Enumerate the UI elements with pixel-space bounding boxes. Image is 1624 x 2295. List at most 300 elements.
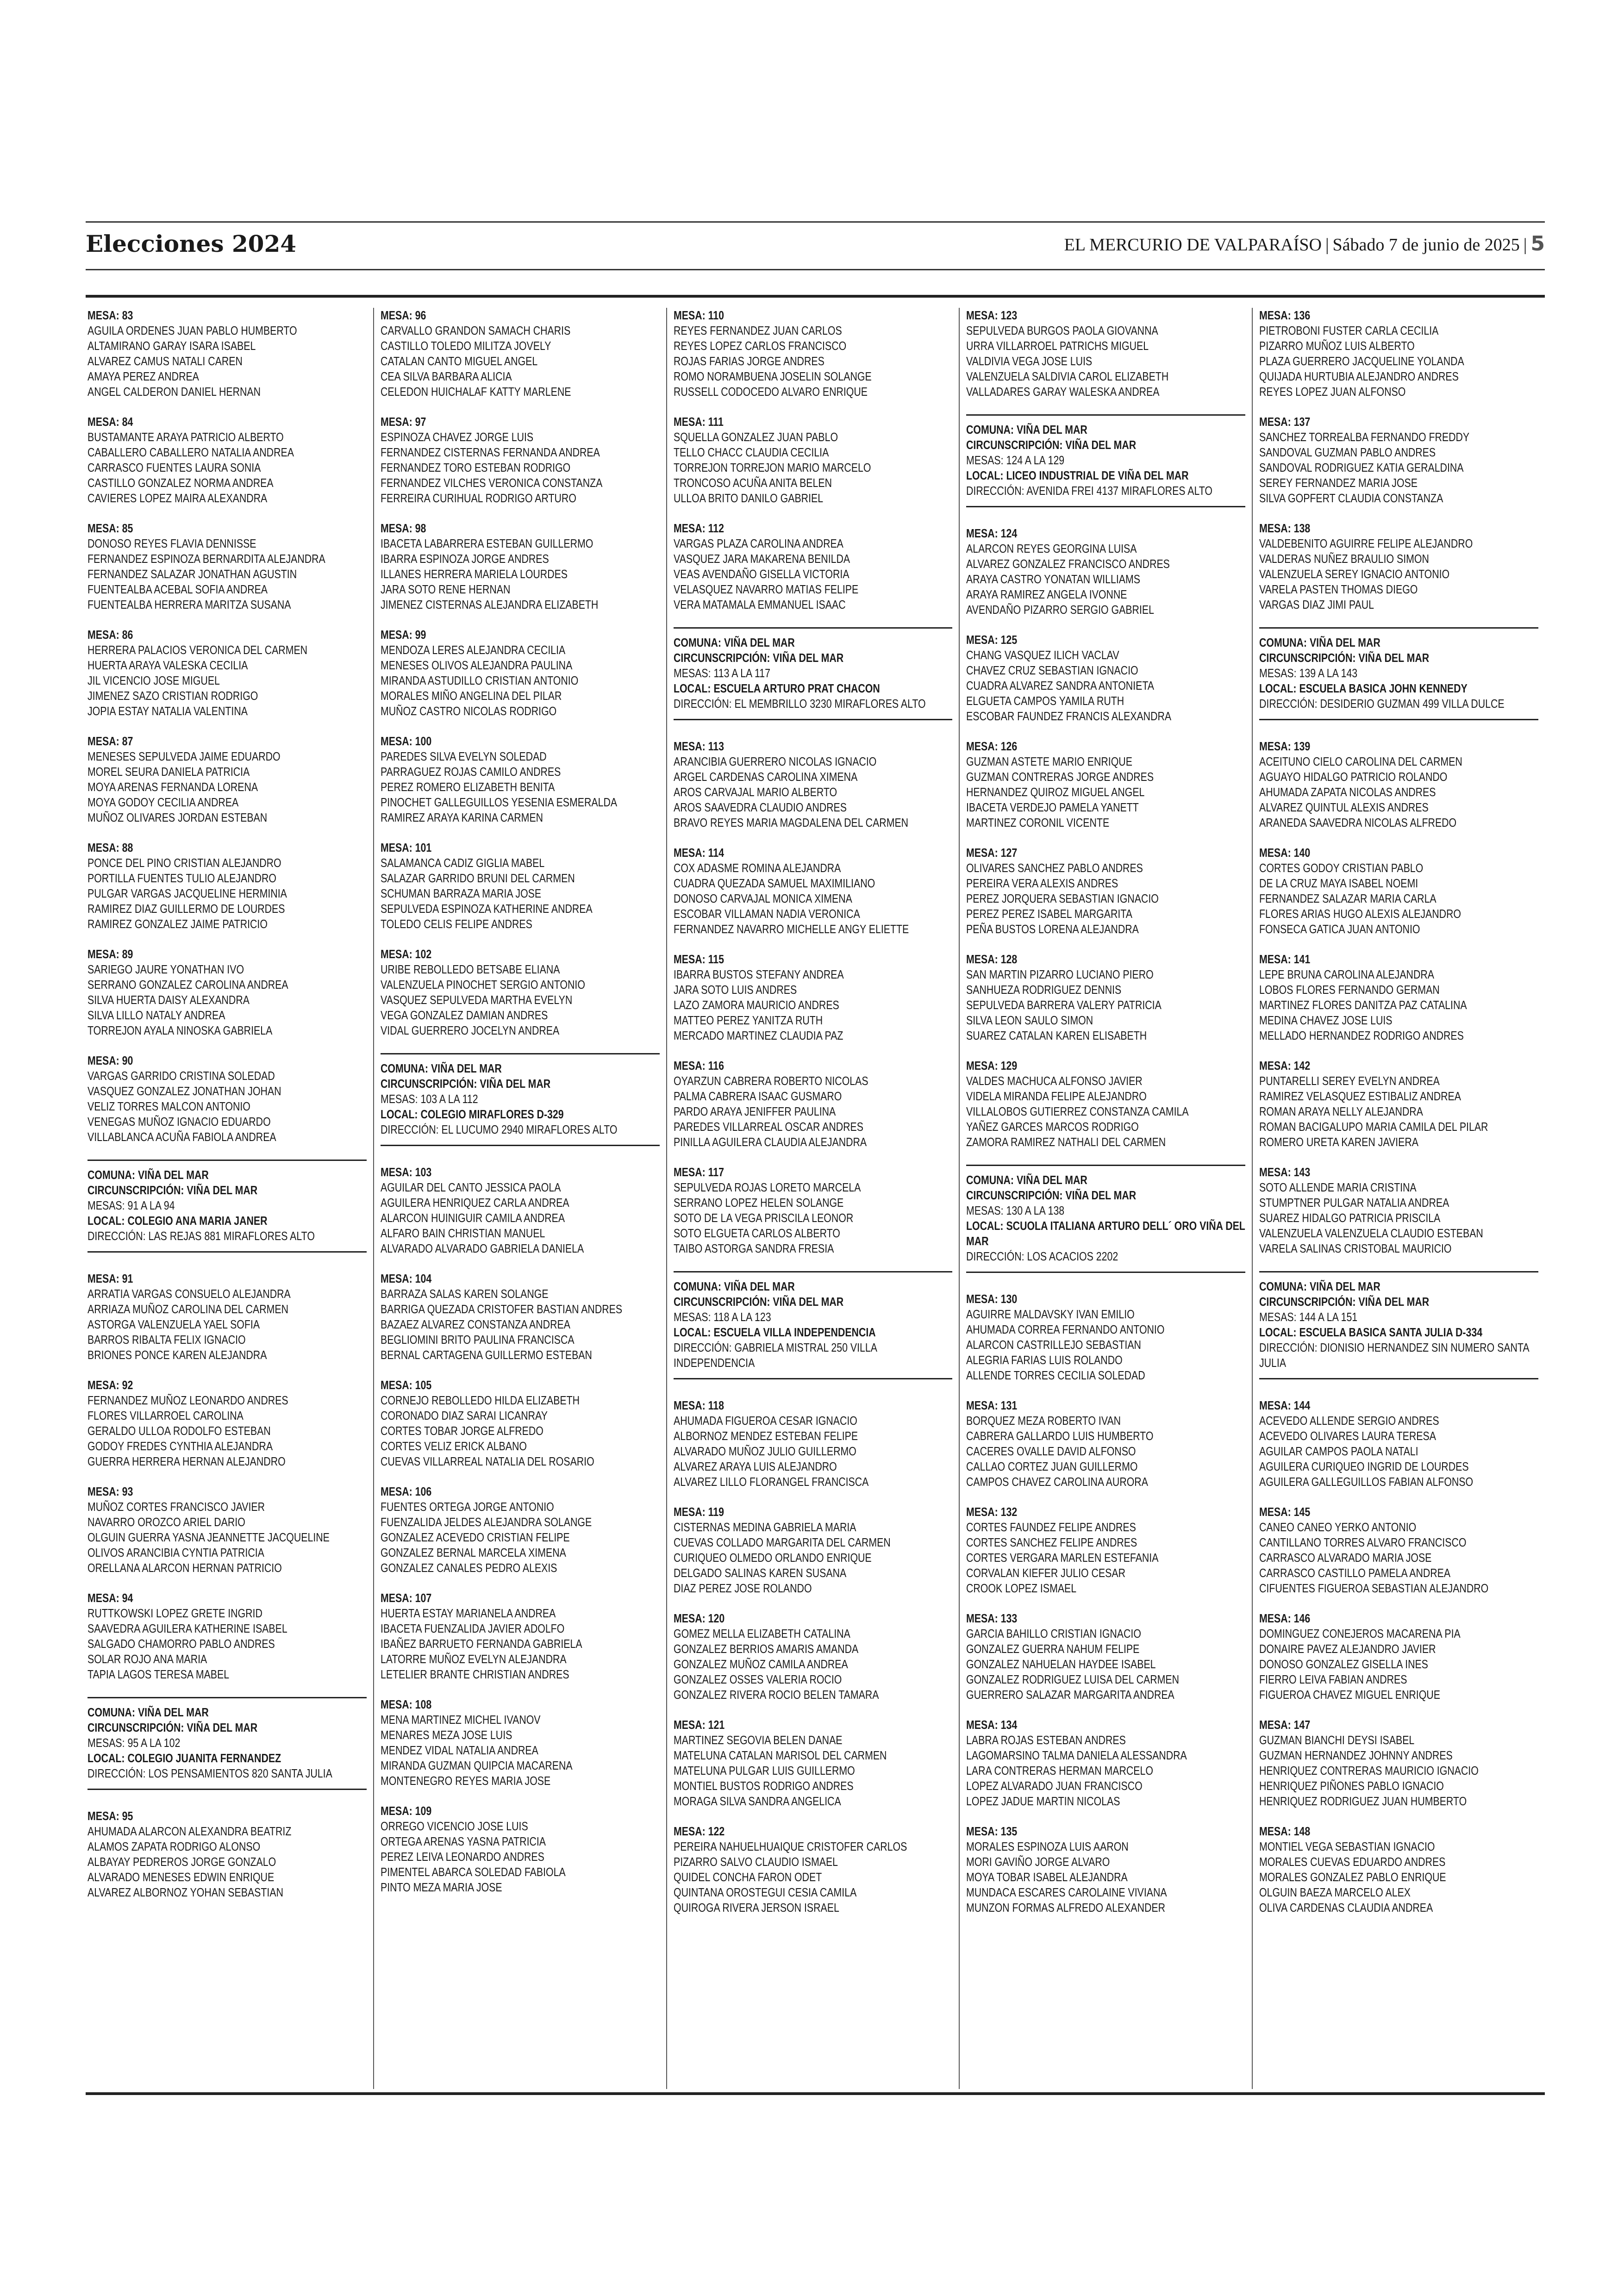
vocal-name: SALAZAR GARRIDO BRUNI DEL CARMEN bbox=[380, 871, 575, 885]
vocal-name: GODOY FREDES CYNTHIA ALEJANDRA bbox=[87, 1439, 273, 1453]
vocal-name: PLAZA GUERRERO JACQUELINE YOLANDA bbox=[1259, 354, 1464, 368]
vocal-name: CORTES FAUNDEZ FELIPE ANDRES bbox=[966, 1520, 1137, 1534]
vocal-name: ALVARADO MUÑOZ JULIO GUILLERMO bbox=[673, 1444, 856, 1458]
vocal-name: JIMENEZ CISTERNAS ALEJANDRA ELIZABETH bbox=[380, 598, 599, 611]
mesa-title: MESA: 132 bbox=[966, 1505, 1018, 1519]
vocal-name: GONZALEZ RIVERA ROCIO BELEN TAMARA bbox=[673, 1688, 879, 1702]
vocal-name: QUINTANA OROSTEGUI CESIA CAMILA bbox=[673, 1885, 856, 1899]
mesa-block bbox=[1259, 521, 1538, 612]
vocal-name: COX ADASME ROMINA ALEJANDRA bbox=[673, 861, 841, 875]
vocal-name: MENARES MEZA JOSE LUIS bbox=[380, 1728, 512, 1742]
local-name: LOCAL: SCUOLA ITALIANA ARTURO DELL´ ORO VIÑA DEL MAR bbox=[966, 1219, 1245, 1248]
mesa-block bbox=[966, 1291, 1245, 1383]
vocal-name: PINOCHET GALLEGUILLOS YESENIA ESMERALDA bbox=[380, 795, 617, 809]
mesa-title: MESA: 147 bbox=[1259, 1718, 1311, 1732]
polling-place-box bbox=[674, 1271, 953, 1379]
vocal-name: ALARCON CASTRILLEJO SEBASTIAN bbox=[966, 1338, 1142, 1352]
mesa-title: MESA: 100 bbox=[380, 734, 431, 748]
vocal-name: MORAGA SILVA SANDRA ANGELICA bbox=[673, 1794, 841, 1808]
direccion: DIRECCIÓN: LAS REJAS 881 MIRAFLORES ALTO bbox=[87, 1229, 315, 1243]
mesa-block bbox=[381, 734, 660, 825]
mesa-title: MESA: 102 bbox=[380, 947, 431, 961]
vocal-name: SEPULVEDA ESPINOZA KATHERINE ANDREA bbox=[380, 902, 593, 916]
vocal-name: CORTES GODOY CRISTIAN PABLO bbox=[1259, 861, 1424, 875]
mesa-title: MESA: 90 bbox=[87, 1054, 133, 1067]
mesa-block bbox=[1259, 1058, 1538, 1150]
vocal-name: CACERES OVALLE DAVID ALFONSO bbox=[966, 1444, 1136, 1458]
mesa-title: MESA: 109 bbox=[380, 1804, 431, 1818]
vocal-name: HENRIQUEZ CONTRERAS MAURICIO IGNACIO bbox=[1259, 1764, 1479, 1777]
text-column bbox=[86, 308, 373, 2089]
mesa-title: MESA: 113 bbox=[673, 739, 724, 753]
vocal-name: FERNANDEZ TORO ESTEBAN RODRIGO bbox=[380, 461, 571, 474]
mesa-block bbox=[87, 1271, 367, 1363]
mesa-block bbox=[381, 1484, 660, 1576]
vocal-name: PORTILLA FUENTES TULIO ALEJANDRO bbox=[87, 871, 276, 885]
vocal-name: MUÑOZ OLIVARES JORDAN ESTEBAN bbox=[87, 811, 268, 824]
direccion: DIRECCIÓN: LOS ACACIOS 2202 bbox=[966, 1249, 1118, 1263]
vocal-name: MORALES CUEVAS EDUARDO ANDRES bbox=[1259, 1855, 1446, 1869]
vocal-name: IBAÑEZ BARRUETO FERNANDA GABRIELA bbox=[380, 1637, 582, 1651]
vocal-name: ORREGO VICENCIO JOSE LUIS bbox=[380, 1819, 528, 1833]
mesa-block bbox=[87, 1809, 367, 1900]
vocal-name: SILVA LILLO NATALY ANDREA bbox=[87, 1008, 225, 1022]
vocal-name: ELGUETA CAMPOS YAMILA RUTH bbox=[966, 694, 1124, 708]
local-name: LOCAL: COLEGIO MIRAFLORES D-329 bbox=[380, 1107, 564, 1121]
vocal-name: AROS SAAVEDRA CLAUDIO ANDRES bbox=[673, 800, 847, 814]
vocal-name: JARA SOTO RENE HERNAN bbox=[380, 582, 511, 596]
vocal-name: AVENDAÑO PIZARRO SERGIO GABRIEL bbox=[966, 603, 1155, 617]
vocal-name: CHANG VASQUEZ ILICH VACLAV bbox=[966, 648, 1119, 662]
vocal-name: PIZARRO MUÑOZ LUIS ALBERTO bbox=[1259, 339, 1415, 353]
comuna-label: COMUNA: VIÑA DEL MAR bbox=[1259, 636, 1380, 649]
vocal-name: ALVARADO MENESES EDWIN ENRIQUE bbox=[87, 1870, 275, 1884]
vocal-name: PEÑA BUSTOS LORENA ALEJANDRA bbox=[966, 922, 1139, 936]
vocal-name: IBACETA FUENZALIDA JAVIER ADOLFO bbox=[380, 1621, 565, 1635]
circunscripcion-label: CIRCUNSCRIPCIÓN: VIÑA DEL MAR bbox=[966, 438, 1137, 452]
mesa-title: MESA: 107 bbox=[380, 1591, 431, 1605]
vocal-name: LAGOMARSINO TALMA DANIELA ALESSANDRA bbox=[966, 1748, 1187, 1762]
vocal-name: CATALAN CANTO MIGUEL ANGEL bbox=[380, 354, 538, 368]
local-name: LOCAL: ESCUELA BASICA JOHN KENNEDY bbox=[1259, 681, 1468, 695]
vocal-name: DIAZ PEREZ JOSE ROLANDO bbox=[673, 1581, 812, 1595]
local-name: LOCAL: LICEO INDUSTRIAL DE VIÑA DEL MAR bbox=[966, 468, 1189, 482]
mesa-title: MESA: 148 bbox=[1259, 1824, 1311, 1838]
mesa-block bbox=[87, 1484, 367, 1576]
vocal-name: SALGADO CHAMORRO PABLO ANDRES bbox=[87, 1637, 275, 1651]
vocal-name: ACEITUNO CIELO CAROLINA DEL CARMEN bbox=[1259, 755, 1462, 768]
vocal-name: PEREZ PEREZ ISABEL MARGARITA bbox=[966, 907, 1133, 921]
vocal-name: VIDELA MIRANDA FELIPE ALEJANDRO bbox=[966, 1089, 1147, 1103]
columns-container bbox=[86, 308, 1545, 2089]
vocal-name: STUMPTNER PULGAR NATALIA ANDREA bbox=[1259, 1196, 1449, 1210]
polling-place-box bbox=[674, 627, 953, 720]
vocal-name: GERALDO ULLOA RODOLFO ESTEBAN bbox=[87, 1424, 271, 1438]
vocal-name: AGUILAR DEL CANTO JESSICA PAOLA bbox=[380, 1180, 561, 1194]
vocal-name: SANDOVAL RODRIGUEZ KATIA GERALDINA bbox=[1259, 461, 1464, 474]
vocal-name: HERRERA PALACIOS VERONICA DEL CARMEN bbox=[87, 643, 308, 657]
vocal-name: MARTINEZ FLORES DANITZA PAZ CATALINA bbox=[1259, 998, 1467, 1012]
vocal-name: LOPEZ ALVARADO JUAN FRANCISCO bbox=[966, 1779, 1143, 1793]
vocal-name: MUÑOZ CORTES FRANCISCO JAVIER bbox=[87, 1500, 265, 1514]
mesa-title: MESA: 108 bbox=[380, 1697, 431, 1711]
mesa-title: MESA: 83 bbox=[87, 308, 133, 322]
vocal-name: VEAS AVENDAÑO GISELLA VICTORIA bbox=[673, 567, 849, 581]
mesa-block bbox=[87, 840, 367, 932]
vocal-name: MUNZON FORMAS ALFREDO ALEXANDER bbox=[966, 1901, 1166, 1915]
vocal-name: FERNANDEZ ESPINOZA BERNARDITA ALEJANDRA bbox=[87, 552, 325, 566]
vocal-name: PINILLA AGUILERA CLAUDIA ALEJANDRA bbox=[673, 1135, 867, 1149]
vocal-name: TORREJON AYALA NINOSKA GABRIELA bbox=[87, 1023, 273, 1037]
vocal-name: PULGAR VARGAS JACQUELINE HERMINIA bbox=[87, 886, 287, 900]
mesa-block bbox=[381, 308, 660, 399]
vocal-name: VALENZUELA VALENZUELA CLAUDIO ESTEBAN bbox=[1259, 1226, 1484, 1240]
vocal-name: FLORES ARIAS HUGO ALEXIS ALEJANDRO bbox=[1259, 907, 1462, 921]
vocal-name: PIZARRO SALVO CLAUDIO ISMAEL bbox=[673, 1855, 838, 1869]
vocal-name: JIMENEZ SAZO CRISTIAN RODRIGO bbox=[87, 689, 258, 703]
vocal-name: ALARCON REYES GEORGINA LUISA bbox=[966, 542, 1137, 555]
vocal-name: SALAMANCA CADIZ GIGLIA MABEL bbox=[380, 856, 545, 870]
mesa-title: MESA: 124 bbox=[966, 526, 1018, 540]
comuna-label: COMUNA: VIÑA DEL MAR bbox=[966, 1173, 1088, 1187]
mesa-block bbox=[1259, 1504, 1538, 1596]
mesas-range: MESAS: 118 A LA 123 bbox=[673, 1310, 771, 1324]
vocal-name: MONTENEGRO REYES MARIA JOSE bbox=[380, 1774, 551, 1788]
vocal-name: ALVAREZ ALBORNOZ YOHAN SEBASTIAN bbox=[87, 1885, 283, 1899]
vocal-name: MORALES ESPINOZA LUIS AARON bbox=[966, 1840, 1129, 1853]
vocal-name: GUZMAN HERNANDEZ JOHNNY ANDRES bbox=[1259, 1748, 1453, 1762]
vocal-name: AHUMADA ALARCON ALEXANDRA BEATRIZ bbox=[87, 1824, 292, 1838]
vocal-name: LAZO ZAMORA MAURICIO ANDRES bbox=[673, 998, 839, 1012]
mesas-range: MESAS: 139 A LA 143 bbox=[1259, 666, 1358, 680]
circunscripcion-label: CIRCUNSCRIPCIÓN: VIÑA DEL MAR bbox=[966, 1188, 1137, 1202]
vocal-name: PEREIRA NAHUELHUAIQUE CRISTOFER CARLOS bbox=[673, 1840, 907, 1853]
vocal-name: ALBAYAY PEDREROS JORGE GONZALO bbox=[87, 1855, 276, 1869]
mesa-block bbox=[674, 1165, 953, 1256]
vocal-name: MIRANDA ASTUDILLO CRISTIAN ANTONIO bbox=[380, 674, 579, 687]
mesa-title: MESA: 125 bbox=[966, 633, 1018, 647]
mesa-title: MESA: 123 bbox=[966, 308, 1018, 322]
vocal-name: RUTTKOWSKI LOPEZ GRETE INGRID bbox=[87, 1606, 262, 1620]
mesa-block bbox=[381, 414, 660, 506]
mesa-block bbox=[674, 1824, 953, 1915]
vocal-name: ARAYA CASTRO YONATAN WILLIAMS bbox=[966, 572, 1141, 586]
vocal-name: ARGEL CARDENAS CAROLINA XIMENA bbox=[673, 770, 857, 784]
vocal-name: FERNANDEZ SALAZAR MARIA CARLA bbox=[1259, 892, 1437, 905]
vocal-name: SOLAR ROJO ANA MARIA bbox=[87, 1652, 207, 1666]
vocal-name: HENRIQUEZ PIÑONES PABLO IGNACIO bbox=[1259, 1779, 1444, 1793]
vocal-name: MORI GAVIÑO JORGE ALVARO bbox=[966, 1855, 1110, 1869]
vocal-name: SAN MARTIN PIZARRO LUCIANO PIERO bbox=[966, 967, 1154, 981]
direccion: DIRECCIÓN: DIONISIO HERNANDEZ SIN NUMERO SANTA JULIA bbox=[1259, 1341, 1529, 1370]
vocal-name: RAMIREZ VELASQUEZ ESTIBALIZ ANDREA bbox=[1259, 1089, 1462, 1103]
vocal-name: ALLENDE TORRES CECILIA SOLEDAD bbox=[966, 1368, 1146, 1382]
vocal-name: ILLANES HERRERA MARIELA LOURDES bbox=[380, 567, 568, 581]
vocal-name: CISTERNAS MEDINA GABRIELA MARIA bbox=[673, 1520, 856, 1534]
vocal-name: LABRA ROJAS ESTEBAN ANDRES bbox=[966, 1733, 1126, 1747]
vocal-name: JIL VICENCIO JOSE MIGUEL bbox=[87, 674, 220, 687]
vocal-name: SILVA GOPFERT CLAUDIA CONSTANZA bbox=[1259, 491, 1443, 505]
vocal-name: VARGAS PLAZA CAROLINA ANDREA bbox=[673, 536, 843, 550]
vocal-name: AGUILA ORDENES JUAN PABLO HUMBERTO bbox=[87, 324, 297, 337]
vocal-name: OYARZUN CABRERA ROBERTO NICOLAS bbox=[673, 1074, 868, 1088]
mesas-range: MESAS: 95 A LA 102 bbox=[87, 1736, 181, 1750]
mesa-block bbox=[966, 1717, 1245, 1809]
vocal-name: BARROS RIBALTA FELIX IGNACIO bbox=[87, 1333, 246, 1347]
mesa-title: MESA: 117 bbox=[673, 1165, 724, 1179]
comuna-label: COMUNA: VIÑA DEL MAR bbox=[1259, 1279, 1380, 1293]
vocal-name: FONSECA GATICA JUAN ANTONIO bbox=[1259, 922, 1420, 936]
vocal-name: HUERTA ARAYA VALESKA CECILIA bbox=[87, 658, 248, 672]
vocal-name: AHUMADA CORREA FERNANDO ANTONIO bbox=[966, 1322, 1165, 1336]
vocal-name: VILLABLANCA ACUÑA FABIOLA ANDREA bbox=[87, 1130, 276, 1144]
vocal-name: JOPIA ESTAY NATALIA VALENTINA bbox=[87, 704, 248, 718]
vocal-name: ALAMOS ZAPATA RODRIGO ALONSO bbox=[87, 1840, 261, 1853]
vocal-name: PAREDES SILVA EVELYN SOLEDAD bbox=[380, 749, 547, 763]
vocal-name: VIDAL GUERRERO JOCELYN ANDREA bbox=[380, 1023, 560, 1037]
mesa-title: MESA: 104 bbox=[380, 1272, 431, 1285]
vocal-name: CUADRA QUEZADA SAMUEL MAXIMILIANO bbox=[673, 876, 875, 890]
mesa-block bbox=[966, 1504, 1245, 1596]
vocal-name: RAMIREZ DIAZ GUILLERMO DE LOURDES bbox=[87, 902, 285, 916]
vocal-name: ACEVEDO OLIVARES LAURA TERESA bbox=[1259, 1429, 1437, 1443]
comuna-label: COMUNA: VIÑA DEL MAR bbox=[87, 1705, 209, 1719]
vocal-name: TELLO CHACC CLAUDIA CECILIA bbox=[673, 445, 829, 459]
direccion: DIRECCIÓN: EL LUCUMO 2940 MIRAFLORES ALTO bbox=[380, 1123, 618, 1136]
vocal-name: MORALES GONZALEZ PABLO ENRIQUE bbox=[1259, 1870, 1446, 1884]
mesa-block bbox=[1259, 1717, 1538, 1809]
vocal-name: CEA SILVA BARBARA ALICIA bbox=[380, 369, 512, 383]
mesa-title: MESA: 88 bbox=[87, 841, 133, 854]
comuna-label: COMUNA: VIÑA DEL MAR bbox=[966, 423, 1088, 437]
mesa-block bbox=[674, 1398, 953, 1490]
mesa-title: MESA: 118 bbox=[673, 1398, 724, 1412]
direccion: DIRECCIÓN: AVENIDA FREI 4137 MIRAFLORES ALTO bbox=[966, 484, 1213, 498]
mesa-block bbox=[87, 947, 367, 1038]
vocal-name: AHUMADA ZAPATA NICOLAS ANDRES bbox=[1259, 785, 1436, 799]
direccion: DIRECCIÓN: EL MEMBRILLO 3230 MIRAFLORES ALTO bbox=[673, 697, 926, 711]
vocal-name: SERRANO GONZALEZ CAROLINA ANDREA bbox=[87, 978, 288, 992]
mesas-range: MESAS: 91 A LA 94 bbox=[87, 1198, 175, 1212]
mesa-title: MESA: 138 bbox=[1259, 521, 1311, 535]
mesa-title: MESA: 84 bbox=[87, 415, 133, 429]
mesa-block bbox=[674, 1717, 953, 1809]
vocal-name: GONZALEZ MUÑOZ CAMILA ANDREA bbox=[673, 1657, 848, 1671]
vocal-name: OLIVARES SANCHEZ PABLO ANDRES bbox=[966, 861, 1143, 875]
mesa-title: MESA: 103 bbox=[380, 1165, 431, 1179]
mesa-title: MESA: 143 bbox=[1259, 1165, 1311, 1179]
vocal-name: IBARRA ESPINOZA JORGE ANDRES bbox=[380, 552, 549, 566]
mesa-block bbox=[1259, 1824, 1538, 1915]
mesa-block bbox=[381, 840, 660, 932]
mesa-title: MESA: 115 bbox=[673, 952, 724, 966]
vocal-name: ARAYA RAMIREZ ANGELA IVONNE bbox=[966, 587, 1127, 601]
mesa-title: MESA: 89 bbox=[87, 947, 133, 961]
vocal-name: LARA CONTRERAS HERMAN MARCELO bbox=[966, 1764, 1154, 1777]
vocal-name: RAMIREZ GONZALEZ JAIME PATRICIO bbox=[87, 917, 268, 931]
vocal-name: SOTO ALLENDE MARIA CRISTINA bbox=[1259, 1180, 1417, 1194]
vocal-name: ANGEL CALDERON DANIEL HERNAN bbox=[87, 385, 261, 399]
vocal-name: VELASQUEZ NAVARRO MATIAS FELIPE bbox=[673, 582, 858, 596]
vocal-name: ORELLANA ALARCON HERNAN PATRICIO bbox=[87, 1561, 282, 1575]
vocal-name: GUZMAN BIANCHI DEYSI ISABEL bbox=[1259, 1733, 1415, 1747]
vocal-name: IBACETA VERDEJO PAMELA YANETT bbox=[966, 800, 1139, 814]
vocal-name: CAVIERES LOPEZ MAIRA ALEXANDRA bbox=[87, 491, 268, 505]
local-name: LOCAL: COLEGIO JUANITA FERNANDEZ bbox=[87, 1751, 281, 1765]
vocal-name: VALENZUELA PINOCHET SERGIO ANTONIO bbox=[380, 978, 585, 992]
vocal-name: ESPINOZA CHAVEZ JORGE LUIS bbox=[380, 430, 533, 444]
vocal-name: MOREL SEURA DANIELA PATRICIA bbox=[87, 765, 250, 779]
vocal-name: CELEDON HUICHALAF KATTY MARLENE bbox=[380, 385, 571, 399]
vocal-name: OLGUIN BAEZA MARCELO ALEX bbox=[1259, 1885, 1411, 1899]
vocal-name: ALBORNOZ MENDEZ ESTEBAN FELIPE bbox=[673, 1429, 858, 1443]
mesa-block bbox=[87, 414, 367, 506]
local-name: LOCAL: ESCUELA ARTURO PRAT CHACON bbox=[673, 681, 880, 695]
vocal-name: GONZALEZ BERRIOS AMARIS AMANDA bbox=[673, 1642, 858, 1656]
mesa-block bbox=[381, 1165, 660, 1256]
vocal-name: LOBOS FLORES FERNANDO GERMAN bbox=[1259, 983, 1440, 997]
vocal-name: MERCADO MARTINEZ CLAUDIA PAZ bbox=[673, 1029, 843, 1042]
mesa-block bbox=[87, 1590, 367, 1682]
vocal-name: HUERTA ESTAY MARIANELA ANDREA bbox=[380, 1606, 556, 1620]
vocal-name: VERA MATAMALA EMMANUEL ISAAC bbox=[673, 598, 846, 611]
mesa-title: MESA: 98 bbox=[380, 521, 426, 535]
vocal-name: AGUILERA HENRIQUEZ CARLA ANDREA bbox=[380, 1196, 569, 1210]
vocal-name: MOYA TOBAR ISABEL ALEJANDRA bbox=[966, 1870, 1128, 1884]
vocal-name: GONZALEZ GUERRA NAHUM FELIPE bbox=[966, 1642, 1140, 1656]
vocal-name: FIERRO LEIVA FABIAN ANDRES bbox=[1259, 1672, 1407, 1686]
mesa-title: MESA: 137 bbox=[1259, 415, 1311, 429]
mesa-title: MESA: 91 bbox=[87, 1272, 133, 1285]
vocal-name: VARELA SALINAS CRISTOBAL MAURICIO bbox=[1259, 1241, 1452, 1255]
mesa-title: MESA: 110 bbox=[673, 308, 724, 322]
vocal-name: ALFARO BAIN CHRISTIAN MANUEL bbox=[380, 1226, 545, 1240]
vocal-name: SILVA HUERTA DAISY ALEXANDRA bbox=[87, 993, 250, 1007]
mesa-block bbox=[1259, 414, 1538, 506]
mesa-title: MESA: 87 bbox=[87, 734, 133, 748]
local-name: LOCAL: COLEGIO ANA MARIA JANER bbox=[87, 1214, 268, 1228]
vocal-name: IBARRA BUSTOS STEFANY ANDREA bbox=[673, 967, 844, 981]
mesa-title: MESA: 126 bbox=[966, 739, 1018, 753]
vocal-name: SOTO ELGUETA CARLOS ALBERTO bbox=[673, 1226, 840, 1240]
vocal-name: MATELUNA CATALAN MARISOL DEL CARMEN bbox=[673, 1748, 887, 1762]
publication-info: EL MERCURIO DE VALPARAÍSO | Sábado 7 de junio de 2025 | 5 bbox=[1064, 232, 1545, 256]
vocal-name: HERNANDEZ QUIROZ MIGUEL ANGEL bbox=[966, 785, 1145, 799]
vocal-name: URIBE REBOLLEDO BETSABE ELIANA bbox=[380, 962, 560, 976]
mesa-block bbox=[87, 1378, 367, 1469]
vocal-name: QUIJADA HURTUBIA ALEJANDRO ANDRES bbox=[1259, 369, 1459, 383]
vocal-name: PIETROBONI FUSTER CARLA CECILIA bbox=[1259, 324, 1439, 337]
vocal-name: CORTES VELIZ ERICK ALBANO bbox=[380, 1439, 527, 1453]
vocal-name: ESCOBAR FAUNDEZ FRANCIS ALEXANDRA bbox=[966, 709, 1172, 723]
comuna-label: COMUNA: VIÑA DEL MAR bbox=[673, 636, 795, 649]
vocal-name: GUERRA HERRERA HERNAN ALEJANDRO bbox=[87, 1454, 286, 1468]
circunscripcion-label: CIRCUNSCRIPCIÓN: VIÑA DEL MAR bbox=[87, 1721, 258, 1734]
vocal-name: CARRASCO ALVARADO MARIA JOSE bbox=[1259, 1551, 1432, 1565]
vocal-name: PEREZ ROMERO ELIZABETH BENITA bbox=[380, 780, 555, 794]
vocal-name: CORONADO DIAZ SARAI LICANRAY bbox=[380, 1409, 548, 1422]
mesa-block bbox=[1259, 739, 1538, 830]
mesa-block bbox=[966, 1611, 1245, 1703]
vocal-name: REYES LOPEZ CARLOS FRANCISCO bbox=[673, 339, 846, 353]
vocal-name: BARRAZA SALAS KAREN SOLANGE bbox=[380, 1287, 549, 1301]
vocal-name: SEPULVEDA BARRERA VALERY PATRICIA bbox=[966, 998, 1162, 1012]
mesa-title: MESA: 146 bbox=[1259, 1611, 1311, 1625]
vocal-name: AMAYA PEREZ ANDREA bbox=[87, 369, 199, 383]
mesa-title: MESA: 127 bbox=[966, 846, 1018, 860]
vocal-name: FERREIRA CURIHUAL RODRIGO ARTURO bbox=[380, 491, 576, 505]
vocal-name: VELIZ TORRES MALCON ANTONIO bbox=[87, 1099, 250, 1113]
mesa-block bbox=[87, 521, 367, 612]
vocal-name: MENESES SEPULVEDA JAIME EDUARDO bbox=[87, 749, 281, 763]
mesa-block bbox=[381, 627, 660, 719]
vocal-name: MONTIEL VEGA SEBASTIAN IGNACIO bbox=[1259, 1840, 1435, 1853]
vocal-name: FUENZALIDA JELDES ALEJANDRA SOLANGE bbox=[380, 1515, 592, 1529]
mesa-title: MESA: 106 bbox=[380, 1484, 431, 1498]
mesa-title: MESA: 93 bbox=[87, 1484, 133, 1498]
vocal-name: MATTEO PEREZ YANITZA RUTH bbox=[673, 1013, 823, 1027]
vocal-name: MEDINA CHAVEZ JOSE LUIS bbox=[1259, 1013, 1393, 1027]
vocal-name: SERRANO LOPEZ HELEN SOLANGE bbox=[673, 1196, 843, 1210]
vocal-name: MENDOZA LERES ALEJANDRA CECILIA bbox=[380, 643, 566, 657]
mesa-title: MESA: 85 bbox=[87, 521, 133, 535]
vocal-name: TORREJON TORREJON MARIO MARCELO bbox=[673, 461, 871, 474]
vocal-name: SEREY FERNANDEZ MARIA JOSE bbox=[1259, 476, 1418, 490]
circunscripcion-label: CIRCUNSCRIPCIÓN: VIÑA DEL MAR bbox=[1259, 1295, 1430, 1309]
mesa-block bbox=[674, 845, 953, 937]
vocal-name: NAVARRO OROZCO ARIEL DARIO bbox=[87, 1515, 245, 1529]
vocal-name: CUADRA ALVAREZ SANDRA ANTONIETA bbox=[966, 679, 1155, 692]
circunscripcion-label: CIRCUNSCRIPCIÓN: VIÑA DEL MAR bbox=[380, 1077, 550, 1091]
mesa-title: MESA: 97 bbox=[380, 415, 426, 429]
vocal-name: FLORES VILLARROEL CAROLINA bbox=[87, 1409, 244, 1422]
mesa-block bbox=[966, 1398, 1245, 1490]
vocal-name: ZAMORA RAMIREZ NATHALI DEL CARMEN bbox=[966, 1135, 1166, 1149]
vocal-name: TAIBO ASTORGA SANDRA FRESIA bbox=[673, 1241, 834, 1255]
polling-place-box bbox=[966, 1165, 1245, 1273]
vocal-name: CABRERA GALLARDO LUIS HUMBERTO bbox=[966, 1429, 1154, 1443]
mesa-block bbox=[87, 1053, 367, 1145]
vocal-name: MARTINEZ SEGOVIA BELEN DANAE bbox=[673, 1733, 843, 1747]
vocal-name: TRONCOSO ACUÑA ANITA BELEN bbox=[673, 476, 832, 490]
vocal-name: CURIQUEO OLMEDO ORLANDO ENRIQUE bbox=[673, 1551, 872, 1565]
mesa-block bbox=[1259, 1611, 1538, 1703]
vocal-name: ARANCIBIA GUERRERO NICOLAS IGNACIO bbox=[673, 755, 876, 768]
mesa-title: MESA: 119 bbox=[673, 1505, 724, 1519]
vocal-name: PARRAGUEZ ROJAS CAMILO ANDRES bbox=[380, 765, 561, 779]
polling-place-box bbox=[87, 1160, 367, 1253]
vocal-name: GONZALEZ NAHUELAN HAYDEE ISABEL bbox=[966, 1657, 1156, 1671]
vocal-name: PONCE DEL PINO CRISTIAN ALEJANDRO bbox=[87, 856, 281, 870]
vocal-name: IBACETA LABARRERA ESTEBAN GUILLERMO bbox=[380, 536, 593, 550]
mesa-block bbox=[87, 734, 367, 825]
vocal-name: VARGAS GARRIDO CRISTINA SOLEDAD bbox=[87, 1069, 275, 1083]
vocal-name: MONTIEL BUSTOS RODRIGO ANDRES bbox=[673, 1779, 854, 1793]
mesa-title: MESA: 140 bbox=[1259, 846, 1311, 860]
vocal-name: VASQUEZ JARA MAKARENA BENILDA bbox=[673, 552, 850, 566]
vocal-name: CORTES SANCHEZ FELIPE ANDRES bbox=[966, 1535, 1137, 1549]
section-title: Elecciones 2024 bbox=[86, 230, 297, 257]
direccion: DIRECCIÓN: DESIDERIO GUZMAN 499 VILLA DULCE bbox=[1259, 697, 1505, 711]
mesa-title: MESA: 131 bbox=[966, 1398, 1018, 1412]
vocal-name: PIMENTEL ABARCA SOLEDAD FABIOLA bbox=[380, 1865, 566, 1879]
vocal-name: MELLADO HERNANDEZ RODRIGO ANDRES bbox=[1259, 1029, 1464, 1042]
mesa-block bbox=[87, 627, 367, 719]
mesa-title: MESA: 133 bbox=[966, 1611, 1018, 1625]
mesa-title: MESA: 95 bbox=[87, 1809, 133, 1823]
vocal-name: LETELIER BRANTE CHRISTIAN ANDRES bbox=[380, 1667, 569, 1681]
text-column bbox=[959, 308, 1252, 2089]
